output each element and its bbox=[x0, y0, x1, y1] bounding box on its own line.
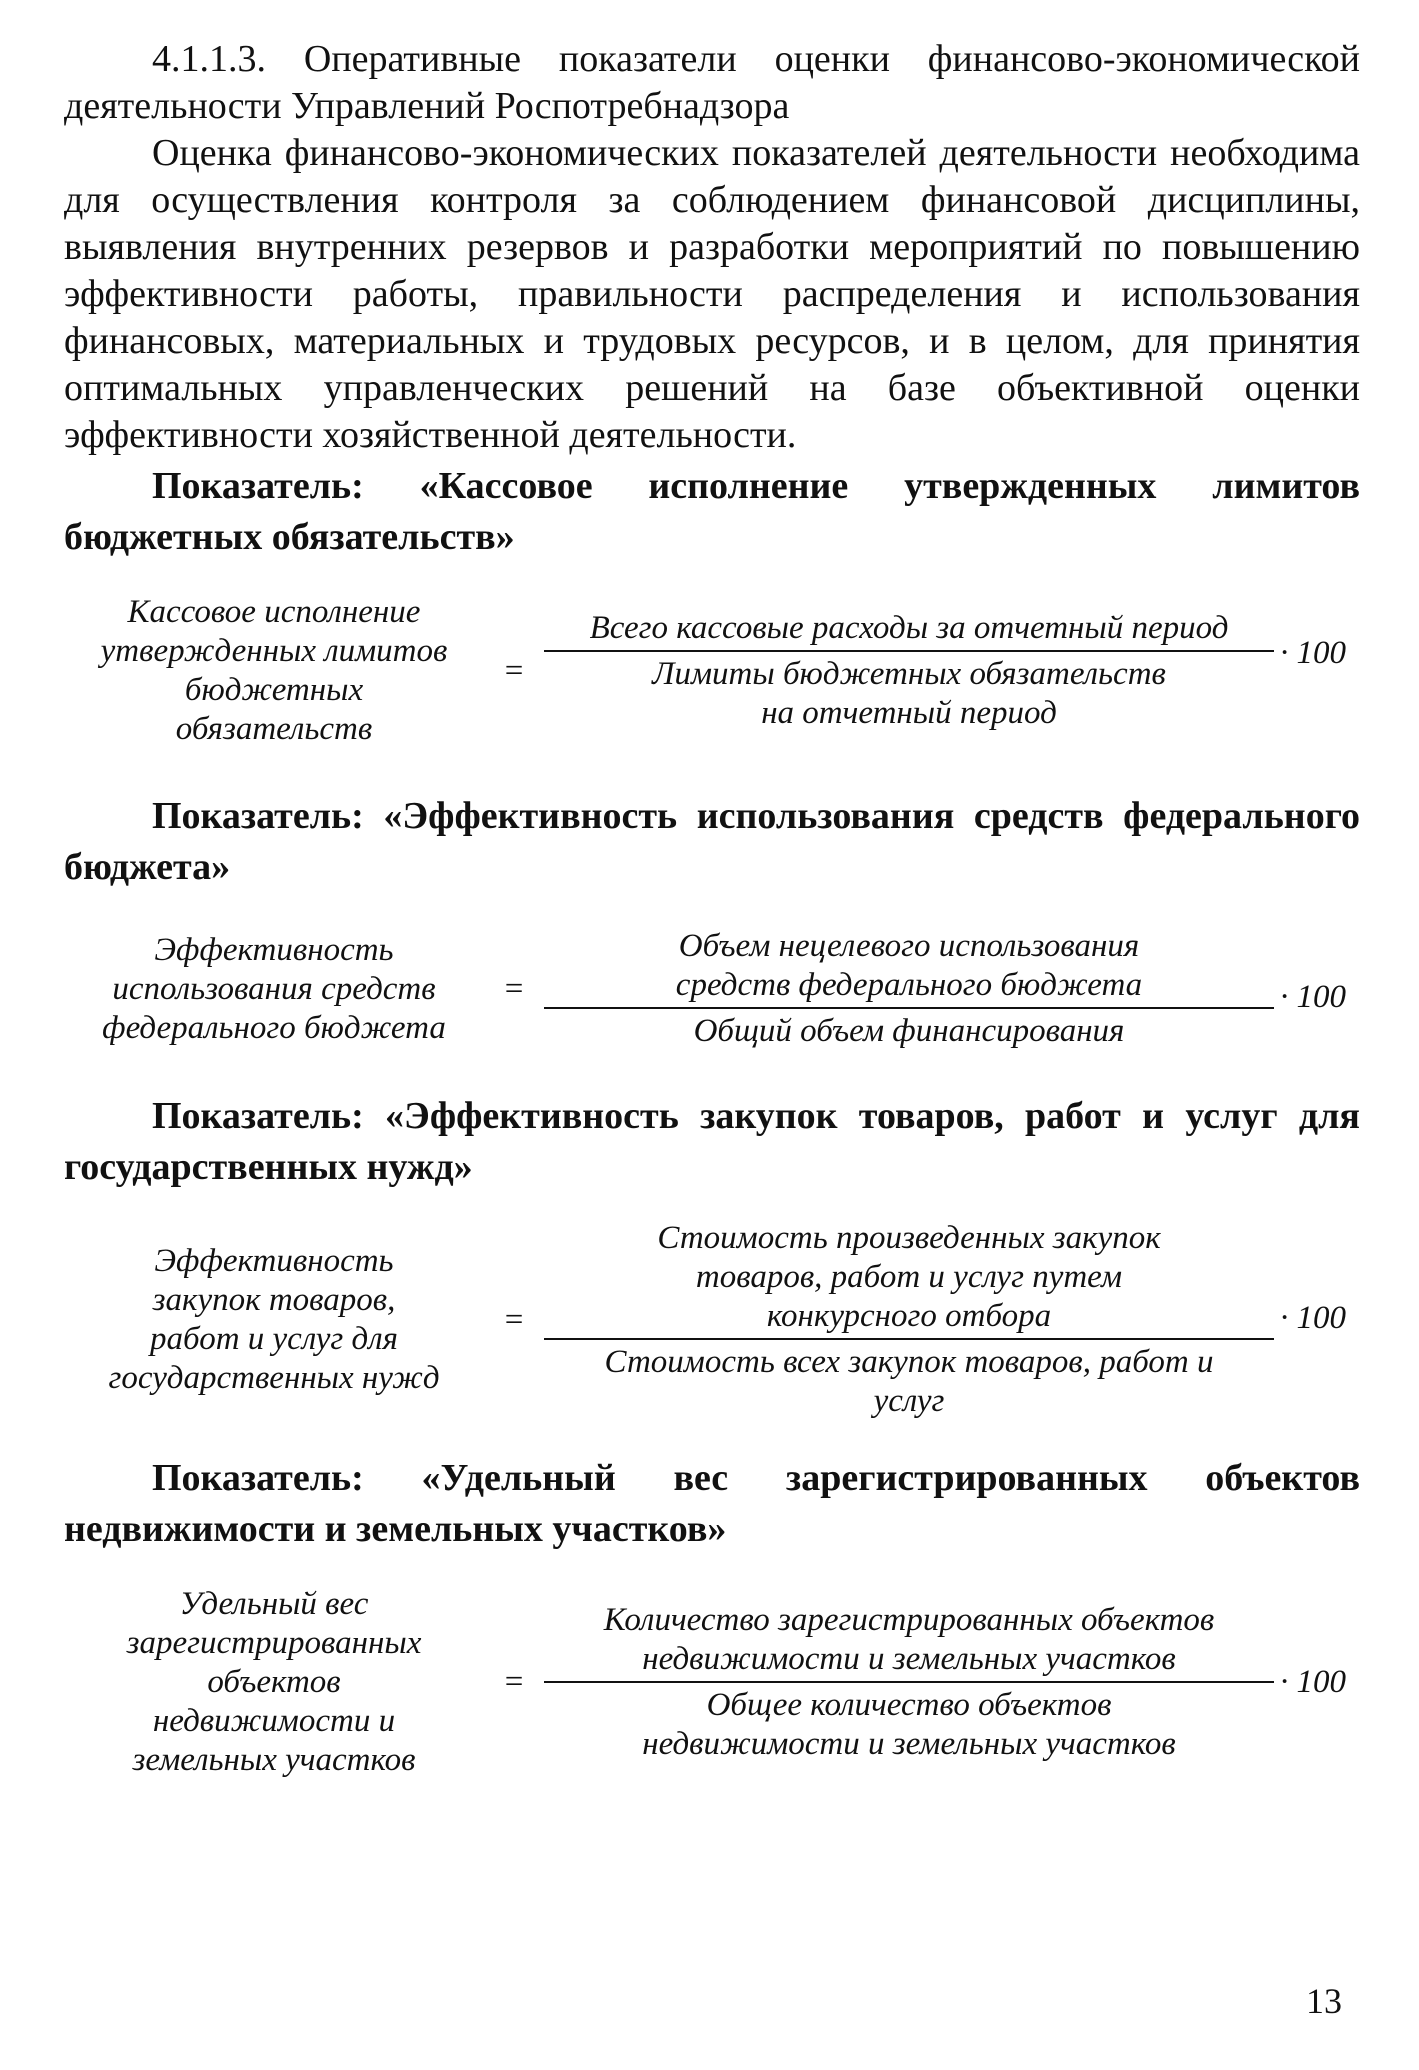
denominator-line: на отчетный период bbox=[761, 695, 1057, 731]
numerator-line: конкурсного отбора bbox=[766, 1298, 1052, 1334]
formula-2-left bbox=[64, 931, 484, 1048]
indicator-heading-2: Показатель: «Эффективность использования средств федерального бюджета» bbox=[64, 795, 1360, 888]
formula-3-fraction bbox=[544, 1219, 1274, 1421]
formula-1-left-line: бюджетных bbox=[184, 672, 364, 708]
numerator-line: товаров, работ и услуг путем bbox=[695, 1259, 1123, 1295]
formula-4-denominator bbox=[544, 1686, 1274, 1764]
formula-1-left-line: Кассовое исполнение bbox=[127, 594, 421, 630]
formula-2-denominator bbox=[544, 1012, 1274, 1051]
fraction-bar bbox=[544, 1007, 1274, 1009]
equals-sign: = bbox=[504, 652, 524, 689]
formula-2 bbox=[64, 927, 1360, 1051]
equals-sign: = bbox=[504, 1664, 524, 1700]
formula-1-fraction bbox=[544, 609, 1274, 733]
multiplier: · 100 bbox=[1280, 978, 1346, 1015]
formula-3-left bbox=[64, 1242, 484, 1398]
numerator-line: Стоимость произведенных закупок bbox=[657, 1220, 1161, 1256]
page-number: 13 bbox=[1306, 1981, 1342, 2021]
formula-1 bbox=[64, 593, 1360, 749]
multiplier: · 100 bbox=[1280, 634, 1346, 671]
indicator-heading-4: Показатель: «Удельный вес зарегистрированных объектов недвижимости и земельных участков» bbox=[64, 1457, 1360, 1550]
equals-sign: = bbox=[504, 1301, 524, 1338]
fraction-bar bbox=[544, 1681, 1274, 1683]
formula-3 bbox=[64, 1219, 1360, 1421]
formula-1-left-line: обязательств bbox=[175, 711, 373, 747]
formula-4-left-line: Удельный вес bbox=[179, 1586, 369, 1622]
indicator-heading-3: Показатель: «Эффективность закупок товаров, работ и услуг для государственных нужд» bbox=[64, 1095, 1360, 1188]
indicator-heading-1: Показатель: «Кассовое исполнение утвержденных лимитов бюджетных обязательств» bbox=[64, 465, 1360, 558]
section-title: 4.1.1.3. Оперативные показатели оценки финансово-экономической деятельности Управлений Роспотребнадзора bbox=[64, 38, 1360, 127]
numerator-line: Количество зарегистрированных объектов bbox=[603, 1602, 1215, 1638]
formula-4-left-line: зарегистрированных bbox=[126, 1625, 422, 1661]
denominator-line: Стоимость всех закупок товаров, работ и bbox=[604, 1344, 1214, 1380]
intro-paragraph: Оценка финансово-экономических показателей деятельности необходима для осуществления контроля за соблюдением финансовой дисциплины, выявления внутренних резервов и разработки мероприятий по повышению эффективности работы, правильности распределения и использования финансовых, материальных и трудовых ресурсов, и в целом, для принятия оптимальных управленческих решений на базе объективной оценки эффективности хозяйственной деятельности. bbox=[64, 132, 1360, 456]
fraction-bar bbox=[544, 1338, 1274, 1340]
formula-4 bbox=[64, 1585, 1360, 1780]
formula-3-left-line: работ и услуг для bbox=[150, 1321, 398, 1357]
denominator-line: недвижимости и земельных участков bbox=[642, 1726, 1176, 1762]
formula-4-left-line: недвижимости и bbox=[152, 1703, 396, 1739]
denominator-line: Общее количество объектов bbox=[706, 1687, 1112, 1723]
formula-2-left-line: использования средств bbox=[112, 970, 436, 1007]
denominator-line: Лимиты бюджетных обязательств bbox=[652, 656, 1166, 692]
numerator-line: средств федерального бюджета bbox=[675, 967, 1143, 1003]
formula-4-numerator bbox=[544, 1601, 1274, 1679]
equals-sign: = bbox=[504, 970, 524, 1007]
formula-1-numerator bbox=[544, 609, 1274, 648]
formula-1-denominator bbox=[544, 655, 1274, 733]
formula-2-left-line: федерального бюджета bbox=[102, 1009, 446, 1046]
numerator-line: недвижимости и земельных участков bbox=[642, 1641, 1176, 1677]
formula-2-left-line: Эффективность bbox=[154, 931, 394, 968]
formula-4-left bbox=[64, 1585, 484, 1780]
formula-2-fraction bbox=[544, 927, 1274, 1051]
formula-3-left-line: государственных нужд bbox=[108, 1360, 440, 1396]
multiplier: · 100 bbox=[1280, 1299, 1346, 1336]
formula-3-numerator bbox=[544, 1219, 1274, 1336]
formula-4-fraction bbox=[544, 1601, 1274, 1764]
formula-3-left-line: закупок товаров, bbox=[152, 1282, 396, 1318]
formula-4-left-line: объектов bbox=[207, 1664, 341, 1700]
formula-3-left-line: Эффективность bbox=[154, 1243, 394, 1279]
formula-2-numerator bbox=[544, 927, 1274, 1005]
formula-3-denominator bbox=[544, 1343, 1274, 1421]
formula-4-left-line: земельных участков bbox=[132, 1742, 416, 1778]
document-page bbox=[64, 36, 1360, 1780]
denominator-line: услуг bbox=[873, 1383, 945, 1419]
numerator-line: Объем нецелевого использования bbox=[678, 928, 1140, 964]
fraction-bar bbox=[544, 650, 1274, 652]
denominator-line: Общий объем финансирования bbox=[693, 1013, 1125, 1049]
multiplier: · 100 bbox=[1280, 1664, 1346, 1700]
numerator-line: Всего кассовые расходы за отчетный период bbox=[589, 610, 1229, 646]
formula-1-left bbox=[64, 593, 484, 749]
formula-1-left-line: утвержденных лимитов bbox=[100, 633, 448, 669]
